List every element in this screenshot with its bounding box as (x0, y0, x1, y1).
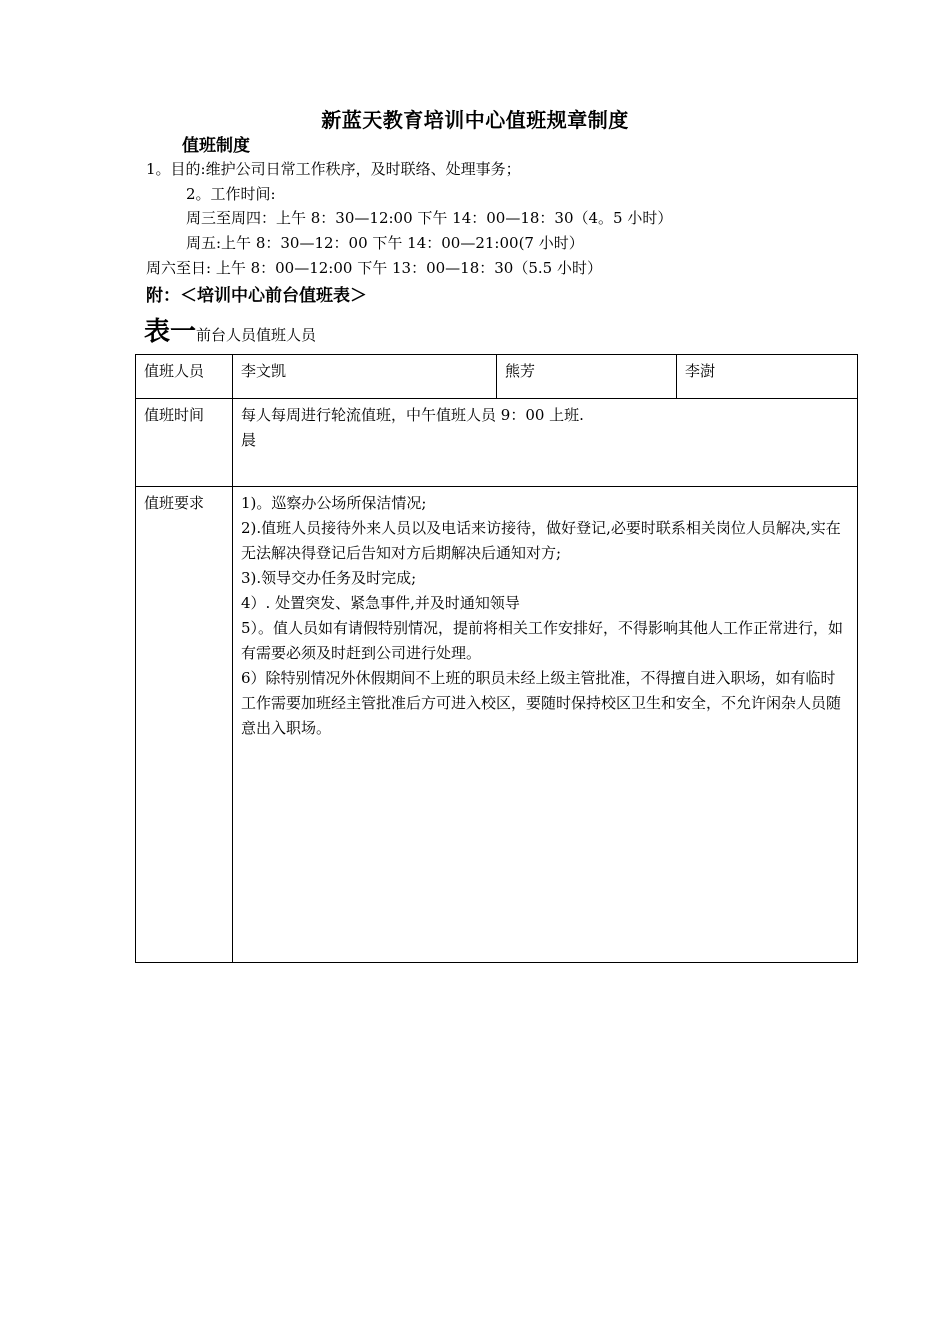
table-row-time (136, 399, 858, 487)
duty-table (135, 354, 858, 963)
requirement-item-6: 6）除特别情况外休假期间不上班的职员未经上级主管批准，不得擅自进入职场，如有临时工作需要加班经主管批准后方可进入校区，要随时保持校区卫生和安全，不允许闲杂人员随意出入职场。 (241, 669, 842, 737)
appendix-heading: 附：＜培训中心前台值班表＞ (146, 286, 367, 306)
purpose-line: 1。目的:维护公司日常工作秩序，及时联络、处理事务； (146, 160, 521, 178)
time-label-cell: 值班时间 (136, 399, 233, 487)
document-title: 新蓝天教育培训中心值班规章制度 (321, 108, 629, 132)
table-caption (144, 311, 316, 348)
time-cell (233, 399, 858, 487)
requirement-item-3: 3).领导交办任务及时完成; (241, 569, 417, 587)
table-row-requirements (136, 487, 858, 963)
schedule-fri: 周五:上午 8：30—12：00 下午 14：00—21:00(7 小时） (186, 234, 584, 252)
table-caption-number: 表一 (144, 317, 197, 347)
staff-cell-3: 李澍 (677, 355, 858, 399)
requirement-item-5: 5）。值人员如有请假特别情况，提前将相关工作安排好，不得影响其他人工作正常进行，如有需要必须及时赶到公司进行处理。 (241, 619, 844, 662)
schedule-sat-sun: 周六至日: 上午 8：00—12:00 下午 13：00—18：30（5.5 小时） (146, 259, 602, 277)
requirement-item-2: 2).值班人员接待外来人员以及电话来访接待，做好登记,必要时联系相关岗位人员解决,实在无法解决得登记后告知对方后期解决后通知对方; (241, 519, 841, 562)
table-row-staff (136, 355, 858, 399)
time-line-1: 每人每周进行轮流值班，中午值班人员 9：00 上班. (241, 406, 584, 424)
work-time-heading: 2。工作时间: (186, 185, 276, 203)
section-heading: 值班制度 (182, 136, 250, 156)
table-caption-text: 前台人员值班人员 (196, 326, 317, 344)
time-line-2: 晨 (241, 431, 257, 449)
requirement-item-1: 1)。巡察办公场所保洁情况; (241, 494, 427, 512)
staff-cell-1: 李文凯 (233, 355, 497, 399)
requirements-cell (233, 487, 858, 963)
staff-label-cell: 值班人员 (136, 355, 233, 399)
requirements-label-cell: 值班要求 (136, 487, 233, 963)
requirement-item-4: 4）. 处置突发、紧急事件,并及时通知领导 (241, 594, 520, 612)
staff-cell-2: 熊芳 (497, 355, 677, 399)
schedule-wed-thu: 周三至周四：上午 8：30—12:00 下午 14：00—18：30（4。5 小时） (186, 209, 673, 227)
